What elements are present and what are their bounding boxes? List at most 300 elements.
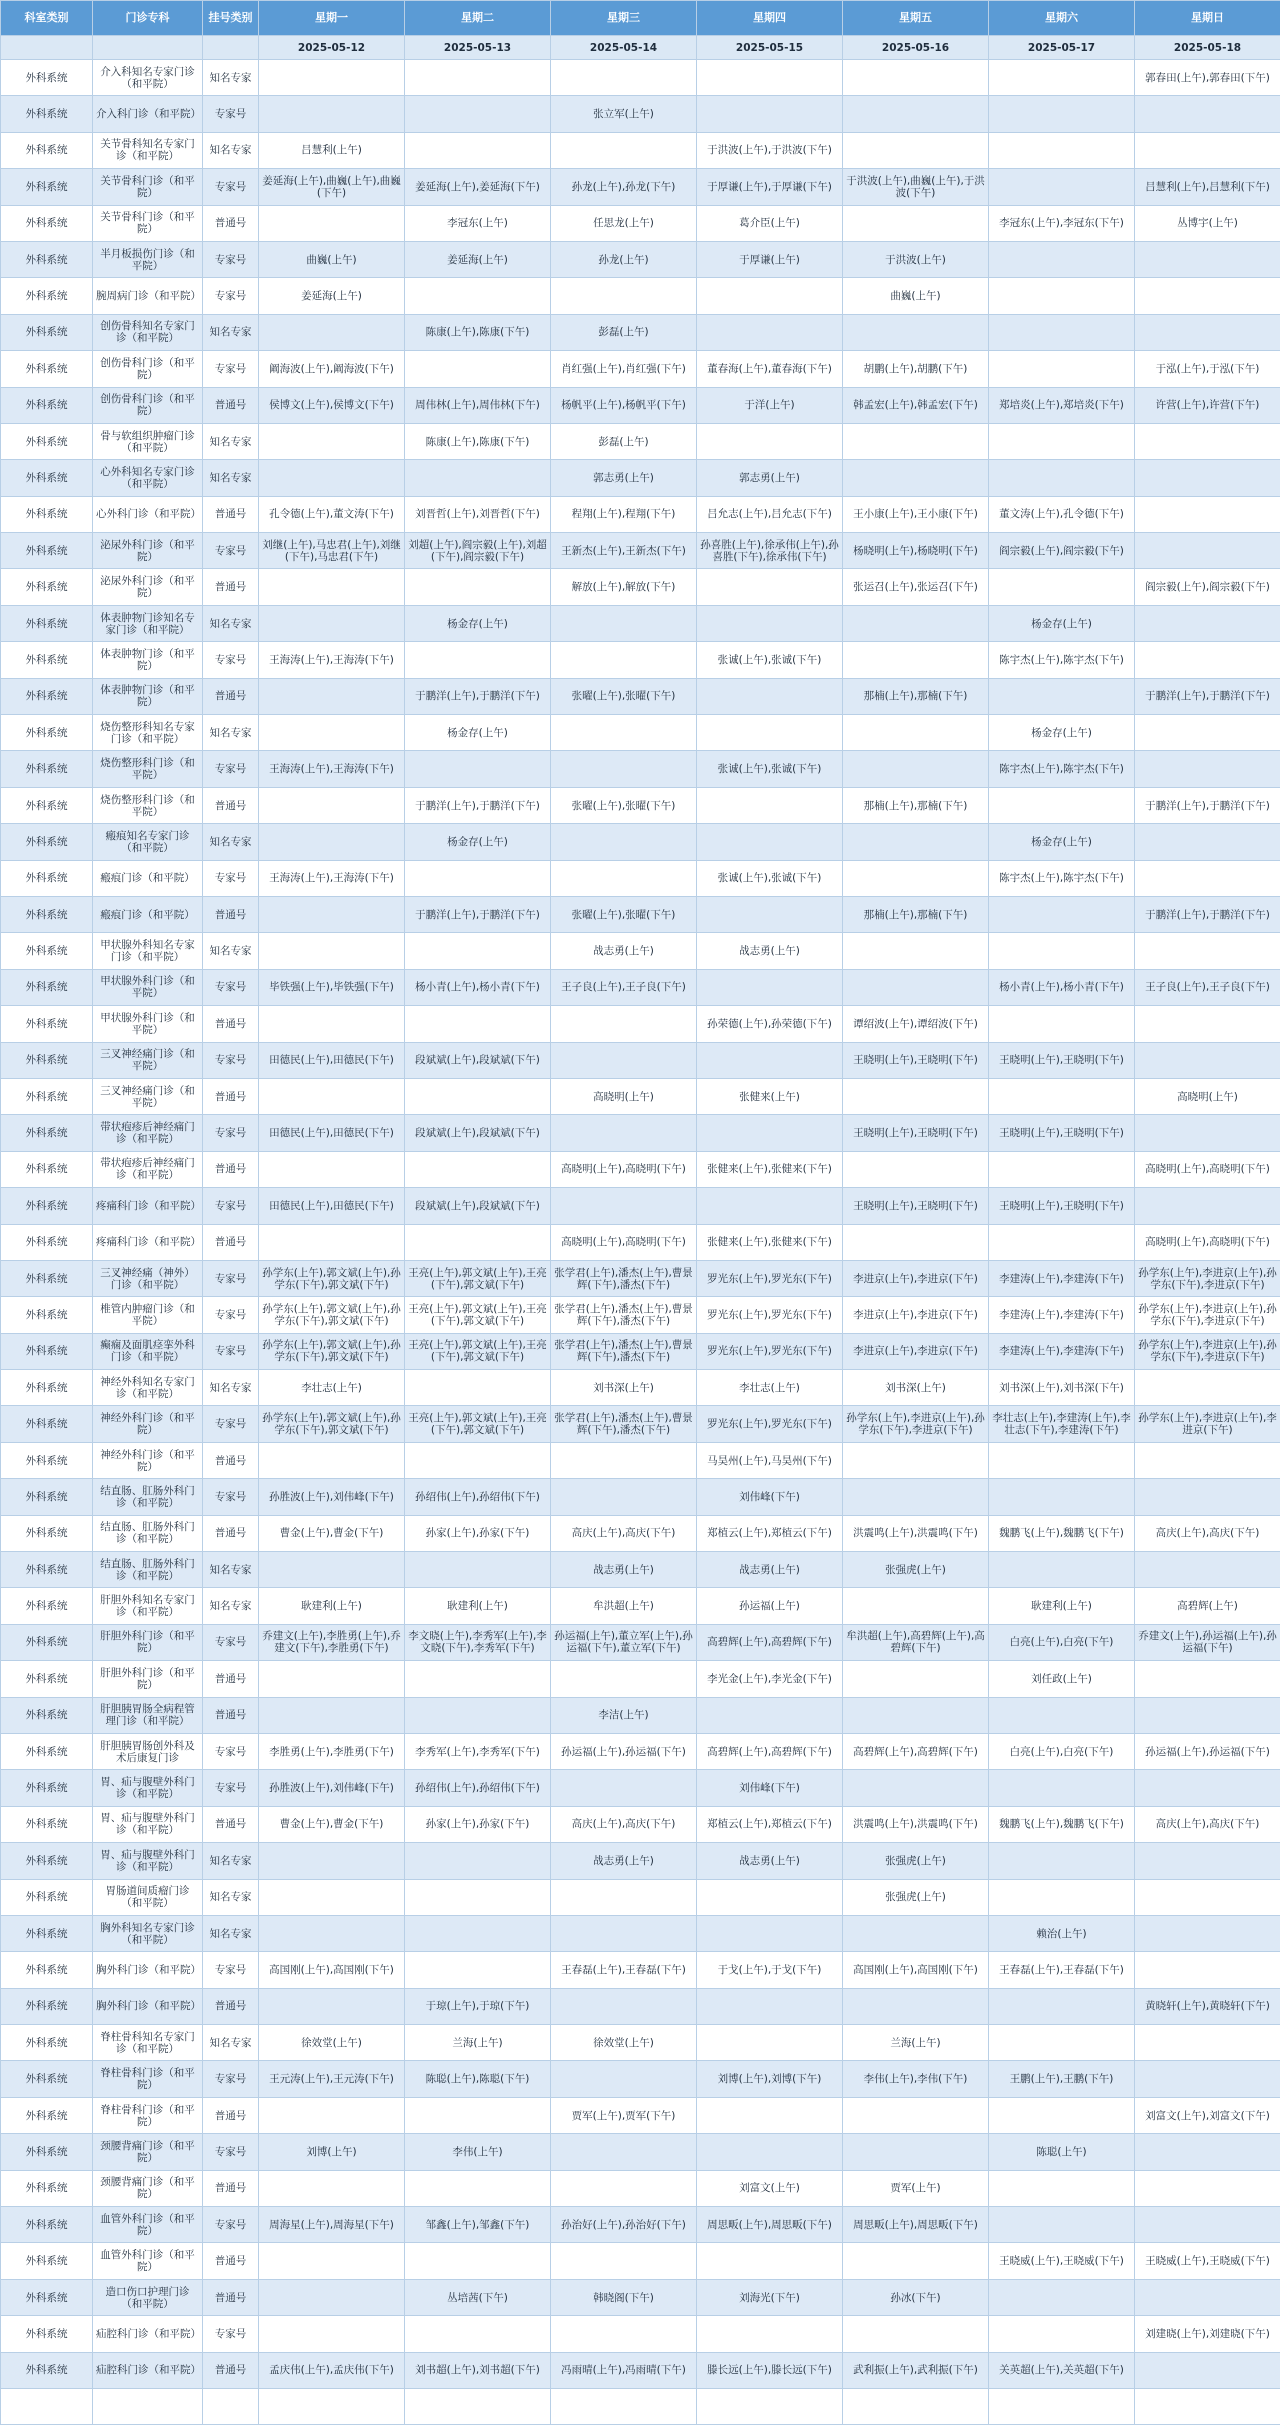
sunday-cell: 高碧辉(上午) [1135,1588,1280,1624]
thursday-cell: 吕允志(上午),吕允志(下午) [697,496,843,532]
department-cell: 外科系统 [1,787,93,823]
friday-cell: 刘书深(上午) [843,1370,989,1406]
tuesday-cell [405,460,551,496]
department-cell: 外科系统 [1,860,93,896]
registration-type-cell: 专家号 [203,533,259,569]
thursday-cell: 张健来(上午),张健来(下午) [697,1151,843,1187]
header-wednesday: 星期三 [551,1,697,36]
thursday-cell [697,2316,843,2352]
specialty-cell: 烧伤整形科门诊（和平院） [93,787,203,823]
saturday-cell: 白亮(上午),白亮(下午) [989,1733,1135,1769]
table-row [1,787,1280,823]
wednesday-cell: 牟洪超(上午) [551,1588,697,1624]
sunday-cell [1135,1661,1280,1697]
table-row [1,205,1280,241]
thursday-cell: 罗光东(上午),罗光东(下午) [697,1333,843,1369]
registration-type-cell: 专家号 [203,1115,259,1151]
department-cell: 外科系统 [1,1843,93,1879]
department-cell: 外科系统 [1,1006,93,1042]
department-cell: 外科系统 [1,423,93,459]
friday-cell: 高国刚(上午),高国刚(下午) [843,1952,989,1988]
specialty-cell: 心外科知名专家门诊（和平院） [93,460,203,496]
thursday-cell: 高碧辉(上午),高碧辉(下午) [697,1624,843,1660]
monday-cell [259,2243,405,2279]
wednesday-cell: 徐效堂(上午) [551,2025,697,2061]
department-cell: 外科系统 [1,132,93,168]
monday-cell [259,569,405,605]
header-specialty: 门诊专科 [93,1,203,36]
registration-type-cell: 知名专家 [203,933,259,969]
wednesday-cell [551,60,697,96]
sunday-cell [1135,2352,1280,2388]
registration-type-cell: 普通号 [203,387,259,423]
table-row [1,860,1280,896]
thursday-cell: 罗光东(上午),罗光东(下午) [697,1297,843,1333]
table-row [1,896,1280,932]
table-row [1,1552,1280,1588]
table-row [1,824,1280,860]
header-monday: 星期一 [259,1,405,36]
table-row [1,2207,1280,2243]
thursday-cell [697,605,843,641]
friday-cell [843,2316,989,2352]
saturday-cell: 董文涛(上午),孔令德(下午) [989,496,1135,532]
friday-cell: 张强虎(上午) [843,1879,989,1915]
date-cell-empty [203,36,259,60]
table-row [1,1333,1280,1369]
friday-cell [843,715,989,751]
saturday-cell: 杨小青(上午),杨小青(下午) [989,969,1135,1005]
registration-type-cell: 知名专家 [203,423,259,459]
table-row [1,1115,1280,1151]
table-row [1,933,1280,969]
department-cell: 外科系统 [1,605,93,641]
wednesday-cell: 任思龙(上午) [551,205,697,241]
friday-cell [843,1151,989,1187]
thursday-cell [697,2025,843,2061]
friday-cell: 于洪波(上午),曲巍(上午),于洪波(下午) [843,169,989,205]
friday-cell [843,1479,989,1515]
registration-type-cell: 专家号 [203,1188,259,1224]
sunday-cell [1135,1115,1280,1151]
sunday-cell [1135,460,1280,496]
registration-type-cell: 专家号 [203,1333,259,1369]
empty-cell [405,2389,551,2425]
table-row [1,678,1280,714]
tuesday-cell [405,569,551,605]
friday-cell [843,751,989,787]
table-row [1,387,1280,423]
saturday-cell: 耿建利(上午) [989,1588,1135,1624]
registration-type-cell: 专家号 [203,351,259,387]
monday-cell [259,2316,405,2352]
department-cell: 外科系统 [1,205,93,241]
specialty-cell: 造口伤口护理门诊（和平院） [93,2279,203,2315]
friday-cell [843,1661,989,1697]
specialty-cell: 胃、疝与腹壁外科门诊（和平院） [93,1843,203,1879]
friday-cell: 那楠(上午),那楠(下午) [843,678,989,714]
saturday-cell [989,569,1135,605]
saturday-cell: 王晓明(上午),王晓明(下午) [989,1042,1135,1078]
specialty-cell: 肝胆胰胃肠创外科及术后康复门诊 [93,1733,203,1769]
specialty-cell: 胃、疝与腹壁外科门诊（和平院） [93,1770,203,1806]
saturday-cell [989,2097,1135,2133]
friday-cell: 王晓明(上午),王晓明(下午) [843,1042,989,1078]
monday-cell [259,2170,405,2206]
tuesday-cell: 李文晓(上午),李秀军(上午),李文晓(下午),李秀军(下午) [405,1624,551,1660]
thursday-cell [697,969,843,1005]
thursday-cell [697,314,843,350]
friday-cell: 胡鹏(上午),胡鹏(下午) [843,351,989,387]
department-cell: 外科系统 [1,387,93,423]
registration-type-cell: 专家号 [203,1406,259,1442]
sunday-cell [1135,423,1280,459]
saturday-cell: 关英超(上午),关英超(下午) [989,2352,1135,2388]
sunday-cell: 于鹏洋(上午),于鹏洋(下午) [1135,678,1280,714]
specialty-cell: 疝腔科门诊（和平院） [93,2352,203,2388]
friday-cell [843,1588,989,1624]
thursday-cell: 罗光东(上午),罗光东(下午) [697,1260,843,1296]
department-cell: 外科系统 [1,169,93,205]
department-cell: 外科系统 [1,1515,93,1551]
sunday-cell [1135,533,1280,569]
wednesday-cell: 孙运福(上午),孙运福(下午) [551,1733,697,1769]
specialty-cell: 泌尿外科门诊（和平院） [93,569,203,605]
table-row [1,1697,1280,1733]
tuesday-cell [405,1006,551,1042]
table-row [1,423,1280,459]
department-cell: 外科系统 [1,1697,93,1733]
specialty-cell: 创伤骨科门诊（和平院） [93,351,203,387]
sunday-cell [1135,314,1280,350]
table-row [1,969,1280,1005]
header-department: 科室类别 [1,1,93,36]
table-row [1,278,1280,314]
monday-cell [259,787,405,823]
registration-type-cell: 普通号 [203,1806,259,1842]
department-cell: 外科系统 [1,2243,93,2279]
wednesday-cell: 郭志勇(上午) [551,460,697,496]
registration-type-cell: 知名专家 [203,1879,259,1915]
sunday-cell [1135,933,1280,969]
tuesday-cell: 于琼(上午),于琼(下午) [405,1988,551,2024]
department-cell: 外科系统 [1,1151,93,1187]
tuesday-cell [405,1442,551,1478]
monday-cell [259,1843,405,1879]
table-row [1,2170,1280,2206]
department-cell: 外科系统 [1,1406,93,1442]
sunday-cell: 于鹏洋(上午),于鹏洋(下午) [1135,896,1280,932]
wednesday-cell [551,1661,697,1697]
department-cell: 外科系统 [1,751,93,787]
sunday-cell: 孙学东(上午),李进京(上午),李进京(下午) [1135,1406,1280,1442]
department-cell: 外科系统 [1,1333,93,1369]
header-sunday: 星期日 [1135,1,1280,36]
wednesday-cell [551,715,697,751]
monday-cell: 侯博文(上午),侯博文(下午) [259,387,405,423]
department-cell: 外科系统 [1,241,93,277]
monday-cell [259,715,405,751]
wednesday-cell: 杨帆平(上午),杨帆平(下午) [551,387,697,423]
wednesday-cell [551,1442,697,1478]
specialty-cell: 脊柱骨科知名专家门诊（和平院） [93,2025,203,2061]
specialty-cell: 三叉神经痛门诊（和平院） [93,1078,203,1114]
tuesday-cell [405,1224,551,1260]
date-saturday: 2025-05-17 [989,36,1135,60]
thursday-cell [697,278,843,314]
thursday-cell [697,1115,843,1151]
saturday-cell: 陈宇杰(上午),陈宇杰(下午) [989,642,1135,678]
friday-cell [843,132,989,168]
tuesday-cell: 王亮(上午),郭文斌(上午),王亮(下午),郭文斌(下午) [405,1406,551,1442]
monday-cell: 徐效堂(上午) [259,2025,405,2061]
saturday-cell: 杨金存(上午) [989,824,1135,860]
specialty-cell: 肝胆外科知名专家门诊（和平院） [93,1588,203,1624]
saturday-cell [989,2279,1135,2315]
tuesday-cell: 王亮(上午),郭文斌(上午),王亮(下午),郭文斌(下午) [405,1297,551,1333]
registration-type-cell: 知名专家 [203,2025,259,2061]
registration-type-cell: 知名专家 [203,60,259,96]
tuesday-cell: 孙绍伟(上午),孙绍伟(下午) [405,1770,551,1806]
saturday-cell [989,2025,1135,2061]
saturday-cell: 陈宇杰(上午),陈宇杰(下午) [989,751,1135,787]
wednesday-cell [551,2061,697,2097]
wednesday-cell [551,1006,697,1042]
wednesday-cell [551,824,697,860]
sunday-cell [1135,1697,1280,1733]
specialty-cell: 肝胆外科门诊（和平院） [93,1661,203,1697]
thursday-cell: 战志勇(上午) [697,1552,843,1588]
sunday-cell: 高庆(上午),高庆(下午) [1135,1515,1280,1551]
registration-type-cell: 知名专家 [203,132,259,168]
saturday-cell [989,678,1135,714]
sunday-cell [1135,1952,1280,1988]
registration-type-cell: 普通号 [203,678,259,714]
tuesday-cell [405,751,551,787]
table-row [1,1843,1280,1879]
department-cell: 外科系统 [1,2316,93,2352]
sunday-cell: 阎宗毅(上午),阎宗毅(下午) [1135,569,1280,605]
friday-cell: 张强虎(上午) [843,1552,989,1588]
saturday-cell: 赖治(上午) [989,1915,1135,1951]
tuesday-cell: 兰海(上午) [405,2025,551,2061]
wednesday-cell: 孙龙(上午),孙龙(下午) [551,169,697,205]
department-cell: 外科系统 [1,824,93,860]
department-cell: 外科系统 [1,1442,93,1478]
wednesday-cell: 高庆(上午),高庆(下午) [551,1515,697,1551]
department-cell: 外科系统 [1,2207,93,2243]
department-cell: 外科系统 [1,1188,93,1224]
tuesday-cell: 于鹏洋(上午),于鹏洋(下午) [405,896,551,932]
tuesday-cell: 于鹏洋(上午),于鹏洋(下午) [405,678,551,714]
table-row [1,96,1280,132]
table-row [1,642,1280,678]
table-row [1,2352,1280,2388]
friday-cell: 王小康(上午),王小康(下午) [843,496,989,532]
specialty-cell: 椎管内肿瘤门诊（和平院） [93,1297,203,1333]
tuesday-cell [405,2243,551,2279]
wednesday-cell: 战志勇(上午) [551,1843,697,1879]
wednesday-cell: 张学君(上午),潘杰(上午),曹景辉(下午),潘杰(下午) [551,1260,697,1296]
saturday-cell: 刘书深(上午),刘书深(下午) [989,1370,1135,1406]
table-row [1,314,1280,350]
registration-type-cell: 专家号 [203,1297,259,1333]
registration-type-cell: 专家号 [203,2061,259,2097]
monday-cell [259,1078,405,1114]
wednesday-cell: 肖红强(上午),肖红强(下午) [551,351,697,387]
registration-type-cell: 专家号 [203,278,259,314]
friday-cell [843,205,989,241]
registration-type-cell: 知名专家 [203,1552,259,1588]
registration-type-cell: 知名专家 [203,1843,259,1879]
empty-cell [1,2389,93,2425]
table-row [1,241,1280,277]
wednesday-cell [551,2316,697,2352]
tuesday-cell: 丛培茜(下午) [405,2279,551,2315]
wednesday-cell [551,2170,697,2206]
thursday-cell [697,1697,843,1733]
table-row [1,1406,1280,1442]
department-cell: 外科系统 [1,1078,93,1114]
wednesday-cell [551,1115,697,1151]
registration-type-cell: 知名专家 [203,824,259,860]
department-cell: 外科系统 [1,715,93,751]
friday-cell: 贾军(上午) [843,2170,989,2206]
tuesday-cell: 陈聪(上午),陈聪(下午) [405,2061,551,2097]
wednesday-cell: 高晓明(上午) [551,1078,697,1114]
department-cell: 外科系统 [1,1297,93,1333]
table-row [1,1988,1280,2024]
table-body [1,60,1280,2425]
registration-type-cell: 普通号 [203,1988,259,2024]
thursday-cell [697,1188,843,1224]
sunday-cell: 孙学东(上午),李进京(上午),孙学东(下午),李进京(下午) [1135,1260,1280,1296]
monday-cell: 孙胜波(上午),刘伟峰(下午) [259,1770,405,1806]
friday-cell [843,1078,989,1114]
tuesday-cell: 李秀军(上午),李秀军(下午) [405,1733,551,1769]
registration-type-cell: 知名专家 [203,1370,259,1406]
sunday-cell: 高庆(上午),高庆(下午) [1135,1806,1280,1842]
friday-cell: 牟洪超(上午),高碧辉(上午),高碧辉(下午) [843,1624,989,1660]
department-cell: 外科系统 [1,96,93,132]
monday-cell [259,1915,405,1951]
thursday-cell: 刘海光(下午) [697,2279,843,2315]
friday-cell [843,2243,989,2279]
specialty-cell: 半月板损伤门诊（和平院） [93,241,203,277]
thursday-cell: 李光金(上午),李光金(下午) [697,1661,843,1697]
friday-cell: 李伟(上午),李伟(下午) [843,2061,989,2097]
tuesday-cell: 杨金存(上午) [405,824,551,860]
thursday-cell: 刘伟峰(下午) [697,1479,843,1515]
monday-cell: 王海涛(上午),王海涛(下午) [259,860,405,896]
specialty-cell: 介入科门诊（和平院） [93,96,203,132]
saturday-cell [989,460,1135,496]
thursday-cell: 刘富文(上午) [697,2170,843,2206]
specialty-cell: 癫痫及面肌痉挛外科门诊（和平院） [93,1333,203,1369]
thursday-cell [697,96,843,132]
thursday-cell [697,787,843,823]
sunday-cell [1135,278,1280,314]
sunday-cell [1135,2207,1280,2243]
registration-type-cell: 专家号 [203,1042,259,1078]
sunday-cell [1135,1552,1280,1588]
registration-type-cell: 专家号 [203,860,259,896]
thursday-cell [697,678,843,714]
saturday-cell [989,96,1135,132]
thursday-cell: 李壮志(上午) [697,1370,843,1406]
saturday-cell: 阎宗毅(上午),阎宗毅(下午) [989,533,1135,569]
monday-cell [259,423,405,459]
sunday-cell [1135,1442,1280,1478]
registration-type-cell: 普通号 [203,1515,259,1551]
registration-type-cell: 普通号 [203,1151,259,1187]
monday-cell: 王元涛(上午),王元涛(下午) [259,2061,405,2097]
date-row [1,36,1280,60]
date-thursday: 2025-05-15 [697,36,843,60]
wednesday-cell [551,1770,697,1806]
table-row [1,1624,1280,1660]
monday-cell: 姜延海(上午) [259,278,405,314]
thursday-cell: 孙运福(上午) [697,1588,843,1624]
monday-cell: 孙学东(上午),郭文斌(上午),孙学东(下午),郭文斌(下午) [259,1297,405,1333]
specialty-cell: 胸外科门诊（和平院） [93,1952,203,1988]
tuesday-cell [405,60,551,96]
monday-cell: 周海星(上午),周海星(下午) [259,2207,405,2243]
sunday-cell [1135,241,1280,277]
monday-cell [259,314,405,350]
monday-cell: 孔令德(上午),董文涛(下午) [259,496,405,532]
registration-type-cell: 专家号 [203,2316,259,2352]
tuesday-cell [405,1915,551,1951]
department-cell: 外科系统 [1,1260,93,1296]
thursday-cell: 郑植云(上午),郑植云(下午) [697,1806,843,1842]
monday-cell [259,933,405,969]
table-row [1,533,1280,569]
saturday-cell [989,1224,1135,1260]
sunday-cell [1135,1370,1280,1406]
saturday-cell [989,351,1135,387]
table-row [1,132,1280,168]
friday-cell [843,96,989,132]
wednesday-cell [551,2134,697,2170]
wednesday-cell: 孙运福(上午),董立军(上午),孙运福(下午),董立军(下午) [551,1624,697,1660]
wednesday-cell [551,1188,697,1224]
table-row [1,1588,1280,1624]
friday-cell: 王晓明(上午),王晓明(下午) [843,1188,989,1224]
saturday-cell: 王晓明(上午),王晓明(下午) [989,1115,1135,1151]
saturday-cell: 王鹏(上午),王鹏(下午) [989,2061,1135,2097]
specialty-cell: 结直肠、肛肠外科门诊（和平院） [93,1552,203,1588]
saturday-cell: 杨金存(上午) [989,605,1135,641]
monday-cell: 孙学东(上午),郭文斌(上午),孙学东(下午),郭文斌(下午) [259,1333,405,1369]
saturday-cell [989,787,1135,823]
saturday-cell [989,241,1135,277]
sunday-cell [1135,751,1280,787]
specialty-cell: 疝腔科门诊（和平院） [93,2316,203,2352]
thursday-cell: 张诚(上午),张诚(下午) [697,751,843,787]
date-wednesday: 2025-05-14 [551,36,697,60]
tuesday-cell: 刘超(上午),阎宗毅(上午),刘超(下午),阎宗毅(下午) [405,533,551,569]
thursday-cell: 孙荣德(上午),孙荣德(下午) [697,1006,843,1042]
empty-cell [697,2389,843,2425]
sunday-cell: 孙学东(上午),李进京(上午),孙学东(下午),李进京(下午) [1135,1297,1280,1333]
registration-type-cell: 专家号 [203,241,259,277]
registration-type-cell: 普通号 [203,1078,259,1114]
registration-type-cell: 专家号 [203,1479,259,1515]
friday-cell: 李进京(上午),李进京(下午) [843,1297,989,1333]
specialty-cell: 瘢痕门诊（和平院） [93,896,203,932]
saturday-cell [989,1770,1135,1806]
